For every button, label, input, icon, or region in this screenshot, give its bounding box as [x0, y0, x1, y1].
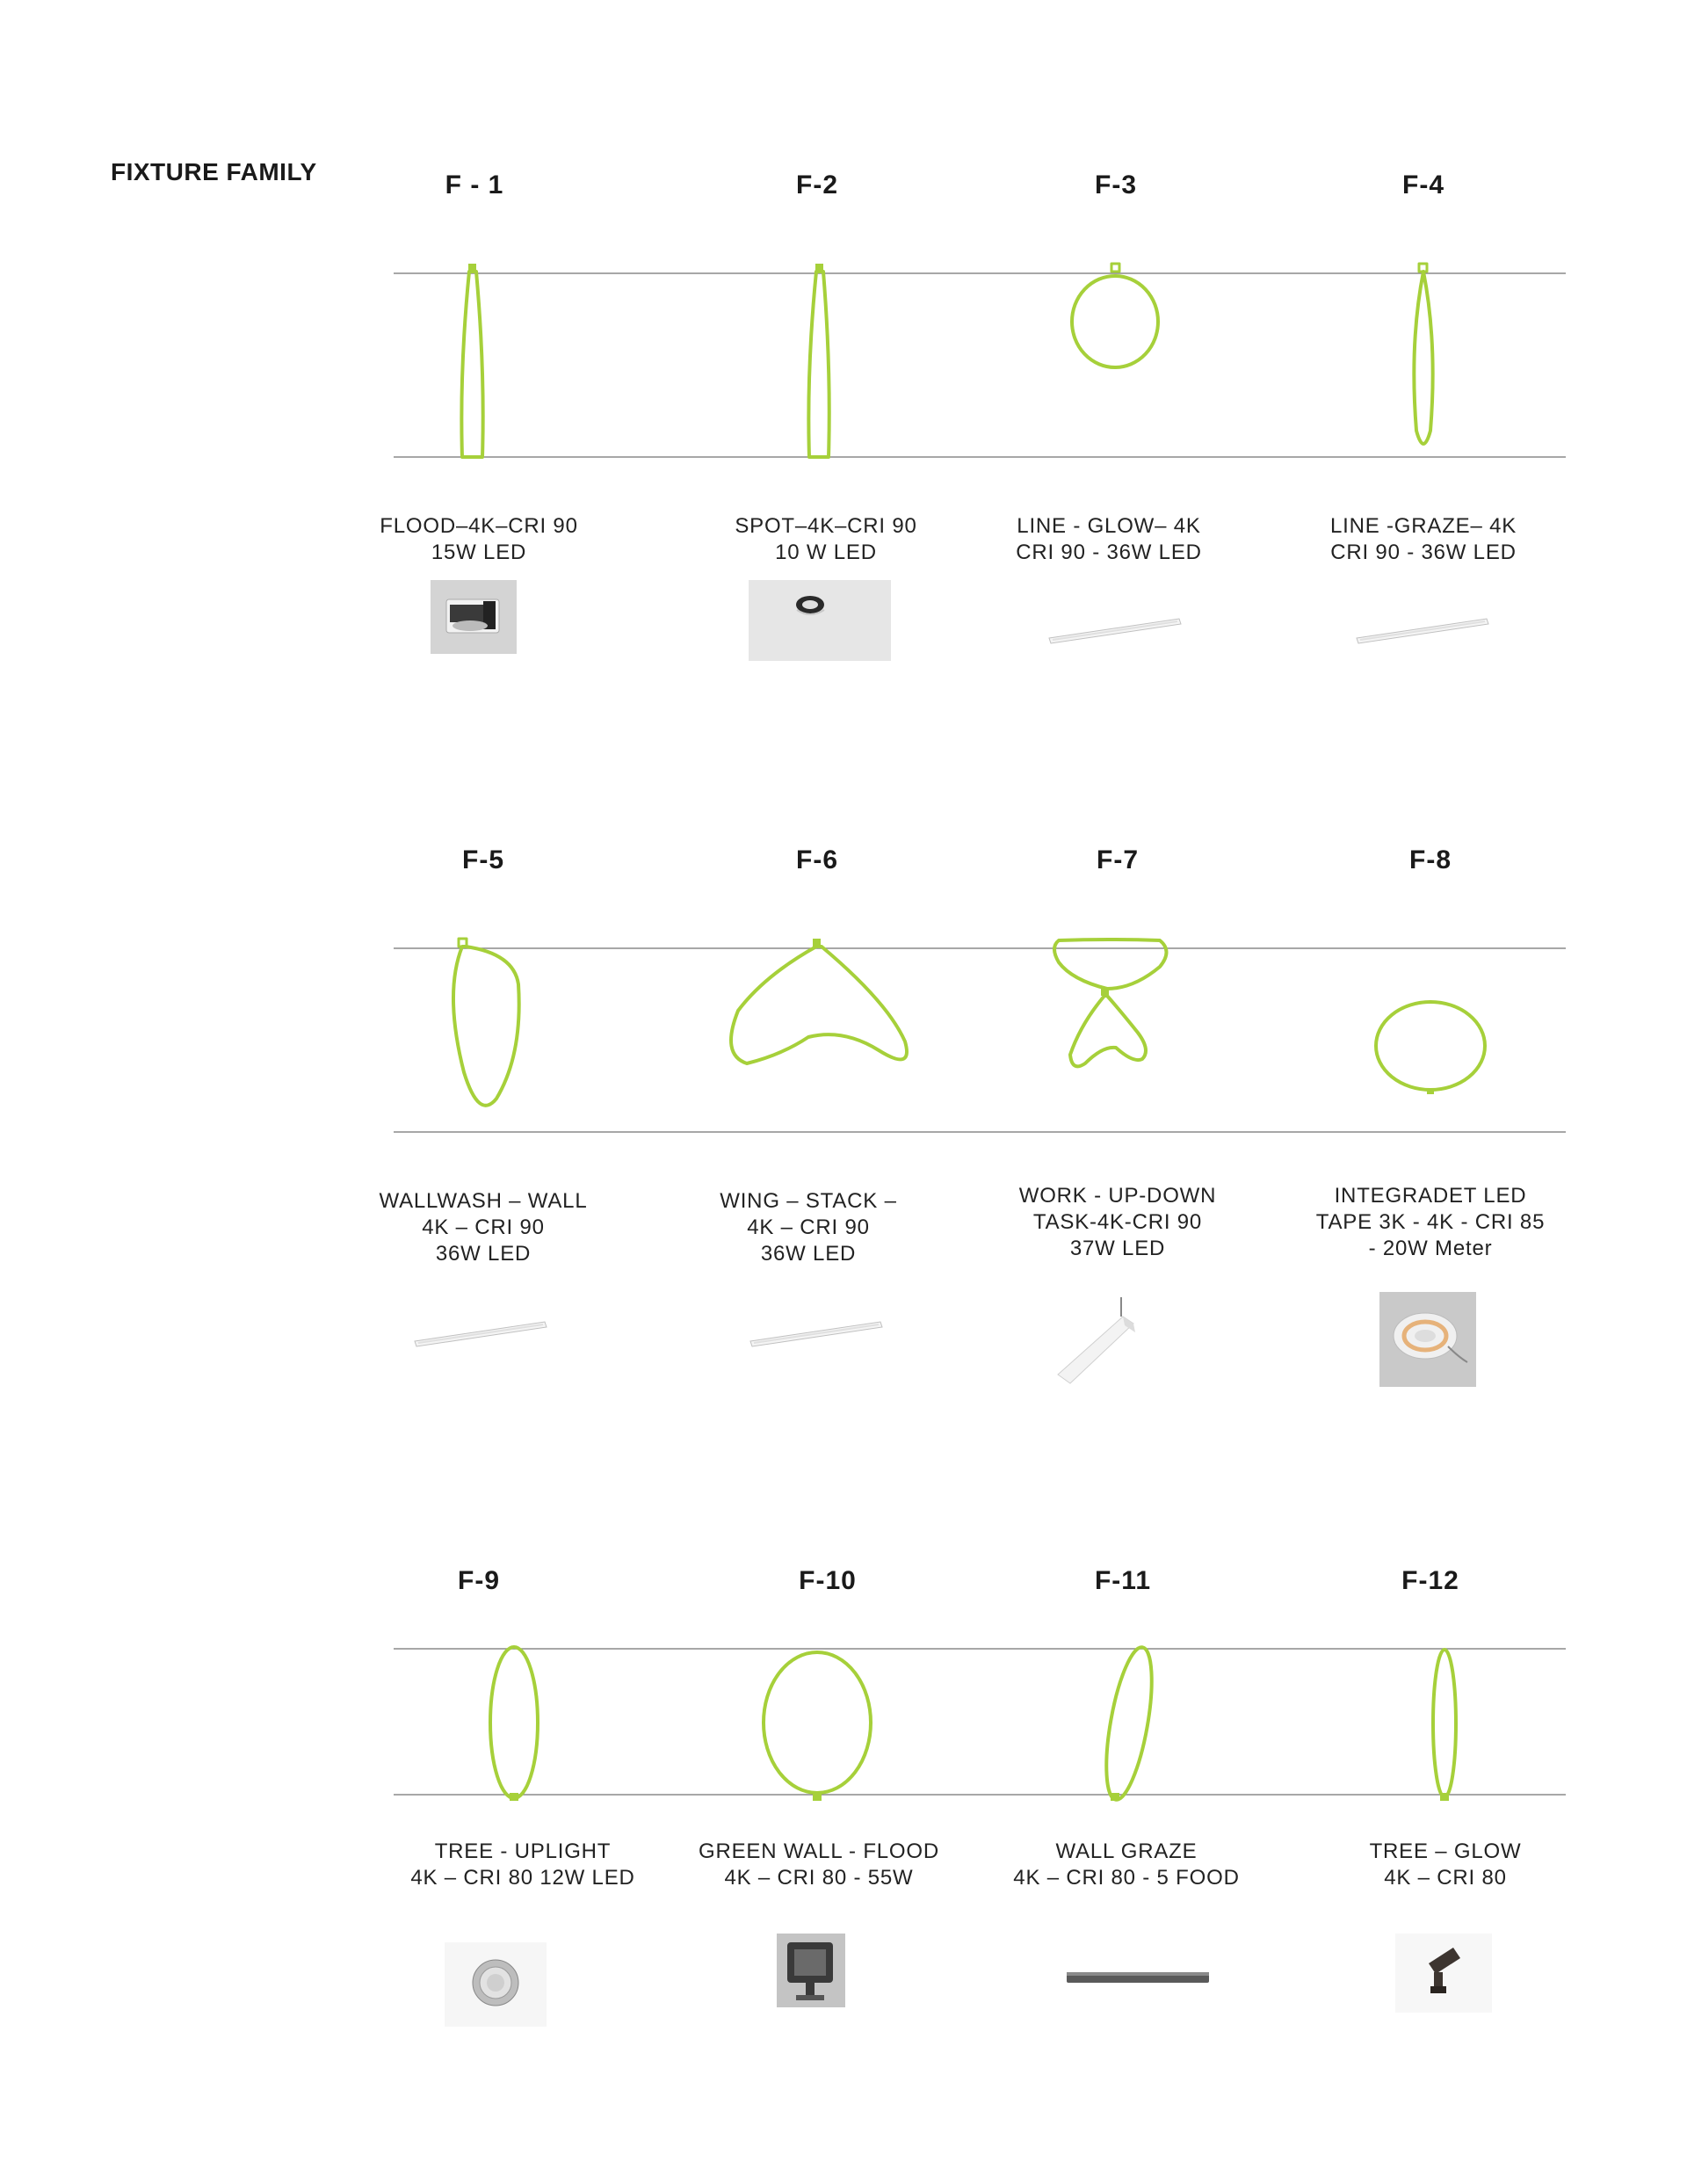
inground-uplight-photo [445, 1942, 547, 2027]
pendant-linear-photo [1051, 1294, 1148, 1390]
fixture-id-f2: F-2 [796, 171, 838, 200]
fixture-desc-f3: LINE - GLOW– 4K CRI 90 - 36W LED [1016, 514, 1202, 564]
linear-fixture-photo-f4 [1355, 606, 1495, 647]
fixture-id-f6: F-6 [796, 845, 838, 874]
fixture-id-f8: F-8 [1409, 845, 1452, 874]
fixture-desc-f12: TREE – GLOW 4K – CRI 80 [1369, 1839, 1522, 1890]
spot-downlight-photo [749, 580, 891, 661]
fixture-id-f7: F-7 [1097, 845, 1139, 874]
fixture-desc-f9: TREE - UPLIGHT 4K – CRI 80 12W LED [410, 1839, 635, 1890]
recessed-downlight-photo [431, 580, 517, 654]
fixture-id-f11: F-11 [1094, 1566, 1152, 1595]
beam-shape-f9 [490, 1647, 538, 1801]
fixture-id-f3: F-3 [1095, 171, 1137, 200]
fixture-desc-f5: WALLWASH – WALL 4K – CRI 90 36W LED [379, 1189, 588, 1266]
linear-grazer-photo [1065, 1965, 1211, 1992]
beam-shape-f8 [1376, 1002, 1485, 1094]
reference-lines [394, 273, 1566, 1795]
fixture-desc-f8: INTEGRADET LED TAPE 3K - 4K - CRI 85 - 20W Meter [1315, 1184, 1546, 1260]
beam-shape-f11 [1097, 1644, 1161, 1803]
fixture-id-f9: F-9 [458, 1566, 500, 1595]
linear-fixture-photo-f3 [1047, 606, 1188, 647]
fixture-desc-f11: WALL GRAZE 4K – CRI 80 - 5 FOOD [1013, 1839, 1240, 1890]
fixture-desc-f4: LINE -GRAZE– 4K CRI 90 - 36W LED [1329, 514, 1517, 564]
fixture-desc-f1: FLOOD–4K–CRI 90 15W LED [380, 514, 578, 564]
fixture-desc-f6: WING – STACK – 4K – CRI 90 36W LED [720, 1189, 897, 1266]
fixture-id-f4: F-4 [1402, 171, 1444, 200]
fixture-id-f10: F-10 [799, 1566, 857, 1595]
fixture-desc-f7: WORK - UP-DOWN TASK-4K-CRI 90 37W LED [1018, 1184, 1217, 1260]
flood-projector-photo [777, 1934, 845, 2007]
beam-shape-f4 [1414, 264, 1432, 444]
beam-shape-f3 [1072, 264, 1158, 367]
fixture-desc-f10: GREEN WALL - FLOOD 4K – CRI 80 - 55W [699, 1839, 939, 1890]
beam-shape-f10 [764, 1652, 871, 1801]
fixture-id-f1: F - 1 [445, 171, 504, 200]
beam-shape-f7 [1054, 940, 1167, 1066]
fixture-desc-f2: SPOT–4K–CRI 90 10 W LED [735, 514, 917, 564]
bullet-spot-photo [1395, 1934, 1492, 2013]
beam-shape-f5 [453, 939, 519, 1106]
linear-fixture-photo-f6 [749, 1310, 889, 1350]
fixture-id-f5: F-5 [462, 845, 504, 874]
fixture-id-f12: F-12 [1401, 1566, 1459, 1595]
led-tape-reel-photo [1379, 1292, 1476, 1387]
linear-fixture-photo-f5 [413, 1310, 554, 1350]
beam-shape-f12 [1433, 1650, 1456, 1801]
beam-shape-f6 [731, 939, 907, 1063]
beam-shape-f2 [808, 264, 829, 457]
beam-shape-f1 [461, 264, 482, 457]
page-title: FIXTURE FAMILY [111, 158, 317, 185]
